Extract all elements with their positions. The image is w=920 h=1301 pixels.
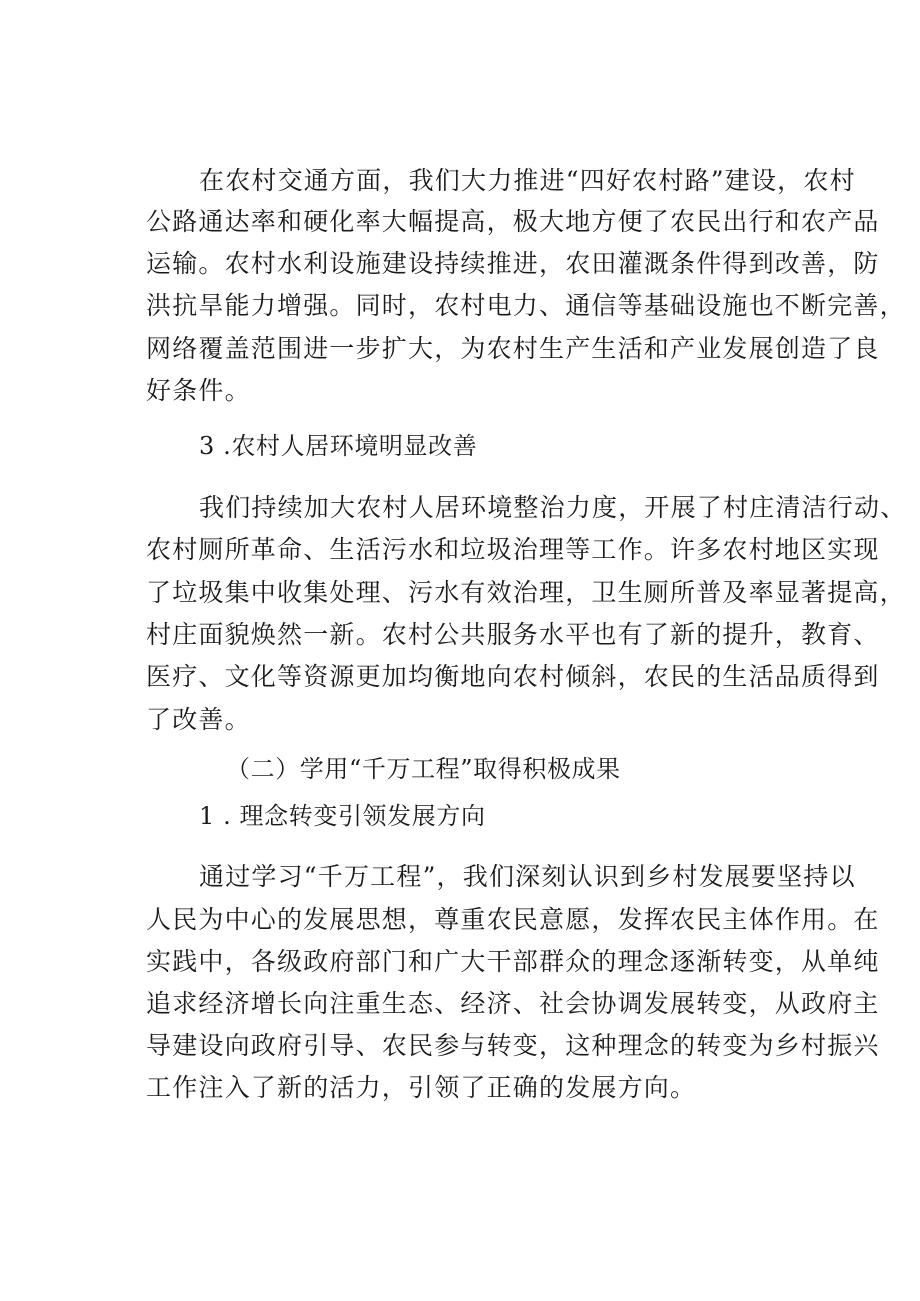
paragraph-line: 好条件。: [146, 376, 251, 405]
paragraph-line: 工作注入了新的活力，引领了正确的发展方向。: [146, 1073, 697, 1102]
paragraph-line: 追求经济增长向注重生态、经济、社会协调发展转变，从政府主: [146, 989, 880, 1018]
paragraph-line: 运输。农村水利设施建设持续推进，农田灌溉条件得到改善，防: [146, 249, 880, 278]
paragraph-line: 了改善。: [146, 705, 251, 734]
heading-living-environment: 3 .农村人居环境明显改善: [199, 432, 478, 460]
paragraph-line: 村庄面貌焕然一新。农村公共服务水平也有了新的提升，教育、: [146, 620, 880, 649]
paragraph-line: 实践中，各级政府部门和广大干部群众的理念逐渐转变，从单纯: [146, 947, 880, 976]
paragraph-line: 人民为中心的发展思想，尊重农民意愿，发挥农民主体作用。在: [146, 905, 880, 934]
paragraph-line: 我们持续加大农村人居环境整治力度，开展了村庄清洁行动、: [199, 493, 907, 522]
paragraph-line: 通过学习“千万工程”，我们深刻认识到乡村发展要坚持以: [199, 862, 856, 891]
paragraph-line: 洪抗旱能力增强。同时，农村电力、通信等基础设施也不断完善，: [146, 291, 906, 320]
paragraph-line: 在农村交通方面，我们大力推进“四好农村路”建设，农村: [199, 166, 856, 195]
heading-concept-change: 1 . 理念转变引领发展方向: [199, 802, 486, 830]
paragraph-line: 了垃圾集中收集处理、污水有效治理，卫生厕所普及率显著提高，: [146, 578, 906, 607]
paragraph-line: 导建设向政府引导、农民参与转变，这种理念的转变为乡村振兴: [146, 1031, 880, 1060]
paragraph-line: 网络覆盖范围进一步扩大，为农村生产生活和产业发展创造了良: [146, 334, 880, 363]
paragraph-line: 公路通达率和硬化率大幅提高，极大地方便了农民出行和农产品: [146, 207, 880, 236]
paragraph-line: 医疗、文化等资源更加均衡地向农村倾斜，农民的生活品质得到: [146, 662, 880, 691]
section-title: （二）学用“千万工程”取得积极成果: [226, 755, 621, 783]
paragraph-line: 农村厕所革命、生活污水和垃圾治理等工作。许多农村地区实现: [146, 535, 880, 564]
